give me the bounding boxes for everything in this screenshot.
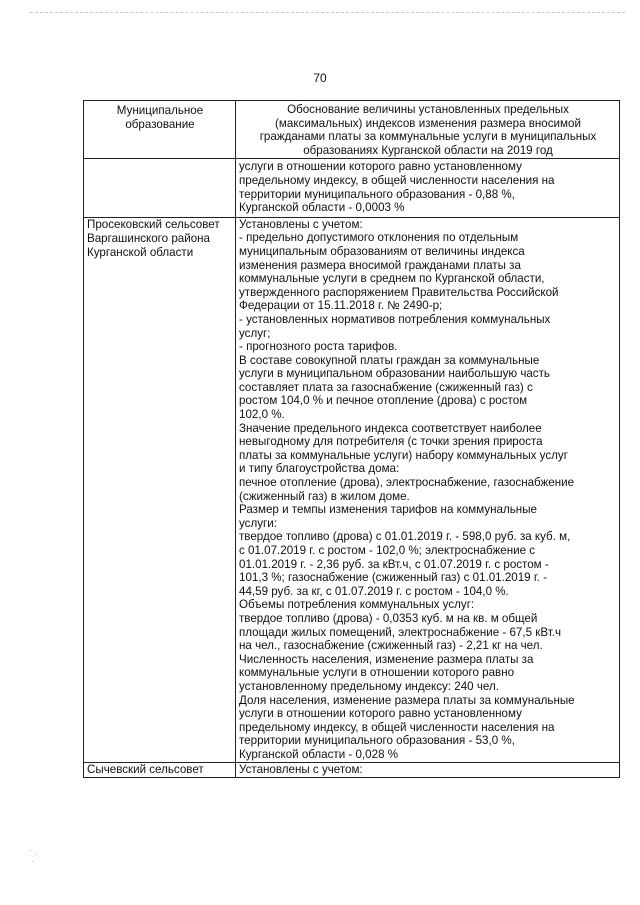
municipality-line: Сычевский сельсовет (87, 762, 204, 776)
text-line: - прогнозного роста тарифов. (239, 340, 398, 354)
text-line: 101,3 %; газоснабжение (сжиженный газ) с 01.01.2019 г. - (239, 571, 547, 585)
text-line: Установлены с учетом: (239, 217, 363, 231)
text-line: Доля населения, изменение размера платы за коммунальные (239, 693, 575, 707)
text-line: Курганской области - 0,0003 % (239, 201, 405, 215)
table-row-sychevsky (84, 762, 620, 777)
header-col2-line: (максимальных) индексов изменения размера вносимой (275, 116, 581, 130)
text-line: услуги: (239, 516, 277, 530)
text-line: услуги в отношении которого равно установленному (239, 160, 522, 174)
table-row-prosekovsky (84, 217, 620, 762)
text-line: изменения размера вносимой гражданами платы за (239, 258, 521, 272)
text-line: Установлены с учетом: (239, 762, 363, 776)
text-line: Размер и темпы изменения тарифов на коммунальные (239, 503, 537, 517)
text-line: печное отопление (дрова), электроснабжение, газоснабжение (239, 476, 575, 490)
text-line: твердое топливо (дрова) - 0,0353 куб. м на кв. м общей (239, 611, 538, 625)
text-line: услуг; (239, 326, 271, 340)
text-line: 01.01.2019 г. - 2,36 руб. за кВт.ч, с 01.07.2019 г. с ростом - (239, 557, 549, 571)
text-line: установленному предельному индексу: 240 чел. (239, 679, 499, 693)
text-line: с 01.07.2019 г. с ростом - 102,0 %; электроснабжение с (239, 544, 536, 557)
header-col1-line: Муниципальное (116, 104, 204, 117)
text-line: - установленных нормативов потребления коммунальных (239, 312, 551, 326)
scan-edge-line (30, 12, 625, 13)
municipality-cell (84, 762, 236, 777)
page-number: 70 (313, 71, 327, 85)
text-line: предельному индексу, в общей численности населения на (239, 720, 555, 734)
text-line: коммунальные услуги в отношении которого равно (239, 666, 515, 680)
text-line: территории муниципального образования - 0,88 %, (239, 187, 515, 201)
text-line: ростом 104,0 % и печное отопление (дрова) с ростом (239, 394, 528, 408)
text-line: и типу благоустройства дома: (239, 462, 400, 476)
header-col2-line: гражданами платы за коммунальные услуги в муниципальных (259, 130, 597, 144)
justification-cell (236, 217, 620, 762)
header-col1-line: образование (125, 117, 195, 131)
text-line: 102,0 %. (239, 408, 285, 422)
justification-cell (236, 159, 620, 217)
text-line: платы за коммунальные услуги) набору коммунальных услуг (239, 448, 568, 462)
text-line: Объемы потребления коммунальных услуг: (239, 598, 475, 612)
municipality-line: Просековский сельсовет (87, 217, 220, 231)
header-justification (236, 101, 620, 159)
scan-specks (30, 850, 40, 864)
header-municipality (84, 101, 236, 159)
header-col2-line: образованиях Курганской области на 2019 год (303, 143, 553, 157)
justification-cell (236, 762, 620, 777)
text-line: В составе совокупной платы граждан за коммунальные (239, 353, 540, 367)
text-line: предельному индексу, в общей численности населения на (239, 173, 555, 187)
text-line: - предельно допустимого отклонения по отдельным (239, 231, 519, 245)
text-line: утвержденного распоряжением Правительства Российской (239, 285, 559, 299)
table-row-continuation (84, 159, 620, 217)
municipality-cell-empty (84, 159, 236, 217)
text-line: услуги в отношении которого равно установленному (239, 707, 522, 721)
text-line: коммунальные услуги в среднем по Курганской области, (239, 272, 545, 286)
municipality-cell (84, 217, 236, 762)
text-line: 44,59 руб. за кг, с 01.07.2019 г. с ростом - 104,0 %. (239, 584, 509, 598)
text-line: муниципальным образованиям от величины индекса (239, 244, 525, 258)
text-line: площади жилых помещений, электроснабжение - 67,5 кВт.ч (239, 625, 561, 639)
municipality-line: Курганской области (87, 245, 194, 259)
text-line: Численность населения, изменение размера платы за (239, 652, 534, 666)
text-line: территории муниципального образования - 53,0 %, (239, 734, 515, 748)
justification-table (83, 100, 620, 778)
text-line: услуги в муниципальном образовании наибольшую часть (239, 367, 550, 381)
text-line: (сжиженный газ) в жилом доме. (239, 489, 410, 503)
text-line: твердое топливо (дрова) с 01.01.2019 г. - 598,0 руб. за куб. м, (239, 530, 571, 544)
text-line: Значение предельного индекса соответствует наиболее (239, 421, 542, 435)
text-line: на чел., газоснабжение (сжиженный газ) - 2,21 кг на чел. (239, 639, 543, 653)
text-line: Федерации от 15.11.2018 г. № 2490-р; (239, 299, 443, 313)
text-line: Курганской области - 0,028 % (239, 747, 399, 761)
municipality-line: Варгашинского района (87, 231, 210, 245)
header-col2-line: Обоснование величины установленных предельных (287, 103, 569, 116)
text-line: невыгодному для потребителя (с точки зрения прироста (239, 435, 543, 449)
table-header-row (84, 101, 620, 159)
text-line: составляет плата за газоснабжение (сжиженный газ) с (239, 380, 533, 394)
